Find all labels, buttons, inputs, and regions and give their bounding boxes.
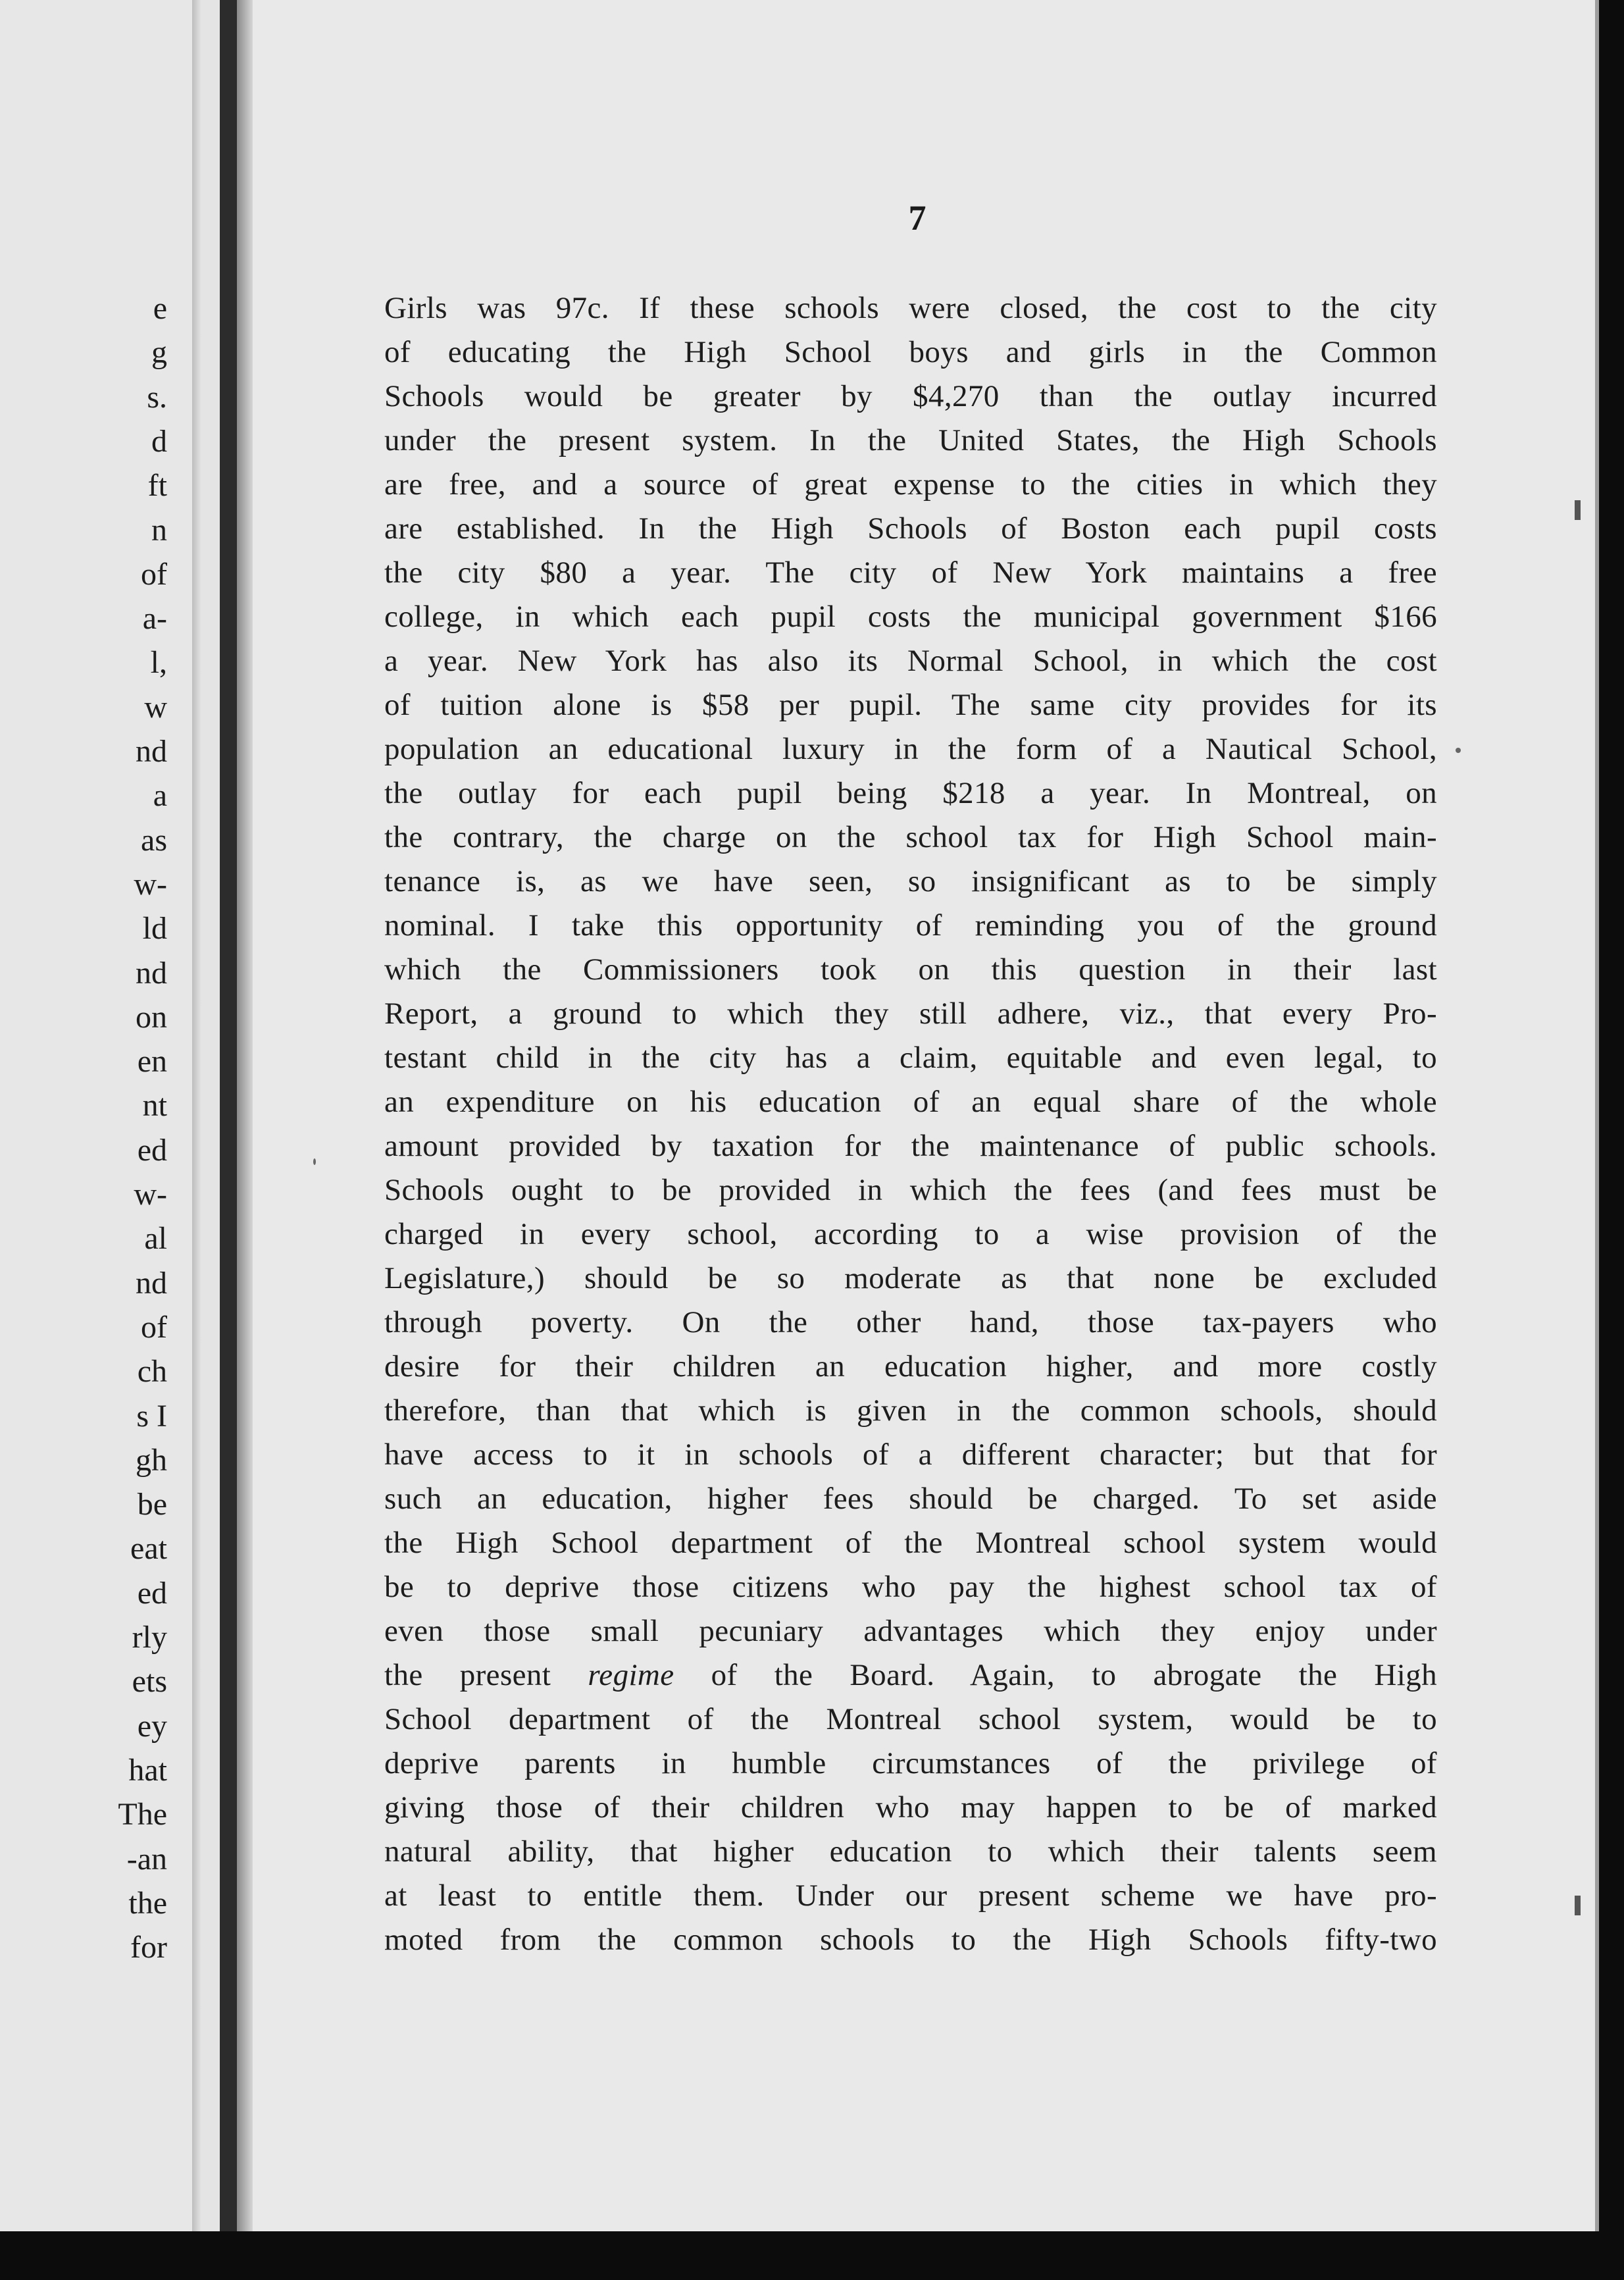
left-page-fragment-text: gh <box>136 1442 167 1478</box>
left-page-fragment-text: on <box>136 999 167 1035</box>
left-page-fragment-text: The <box>118 1797 167 1832</box>
right-page <box>253 0 1599 2231</box>
left-page-fragment-text: nd <box>136 1265 167 1301</box>
text-line: charged in every school, according to a wise provision of the <box>384 1217 1437 1251</box>
text-line: are established. In the High Schools of Boston each pupil costs <box>384 511 1437 546</box>
text-line: of tuition alone is $58 per pupil. The same city provides for its <box>384 688 1437 722</box>
text-line: at least to entitle them. Under our present scheme we have pro- <box>384 1878 1437 1913</box>
text-line: through poverty. On the other hand, those tax-payers who <box>384 1305 1437 1339</box>
text-line: nominal. I take this opportunity of reminding you of the ground <box>384 908 1437 943</box>
text-line: have access to it in schools of a different character; but that for <box>384 1438 1437 1472</box>
text-line: population an educational luxury in the form of a Nautical School, <box>384 732 1437 766</box>
italic-word: regime <box>588 1658 674 1692</box>
text-line: such an education, higher fees should be charged. To set aside <box>384 1482 1437 1516</box>
left-page-fragment-text: w- <box>134 1177 167 1212</box>
book-spine <box>220 0 237 2231</box>
text-line: are free, and a source of great expense to the cities in which they <box>384 467 1437 502</box>
left-page-fragment-text: d <box>151 423 167 459</box>
text-line: therefore, than that which is given in the common schools, should <box>384 1393 1437 1428</box>
scan-speck <box>313 1158 316 1165</box>
edge-mark <box>1575 1896 1581 1915</box>
text-line: testant child in the city has a claim, equitable and even legal, to <box>384 1041 1437 1075</box>
left-page-fragment-text: nt <box>142 1088 167 1124</box>
left-page-fragment-text: en <box>137 1044 167 1079</box>
text-line: giving those of their children who may happen to be of marked <box>384 1790 1437 1825</box>
left-page-fragment-text: l, <box>150 645 167 681</box>
left-page-fragment-text: rly <box>132 1620 167 1655</box>
text-line: Schools ought to be provided in which the fees (and fees must be <box>384 1173 1437 1207</box>
left-page-fragment <box>0 0 192 2231</box>
left-page-fragment-text: hat <box>128 1752 167 1788</box>
spine-edge <box>237 0 253 2231</box>
edge-mark <box>1575 500 1581 520</box>
text-line: the High School department of the Montreal school system would <box>384 1526 1437 1560</box>
left-page-fragment-text: for <box>130 1930 167 1965</box>
text-line: amount provided by taxation for the maintenance of public schools. <box>384 1129 1437 1163</box>
left-page-fragment-text: of <box>141 556 167 592</box>
text-line: the contrary, the charge on the school tax for High School main- <box>384 820 1437 854</box>
left-page-fragment-text: as <box>141 822 167 858</box>
left-page-fragment-text: of <box>141 1309 167 1345</box>
left-page-fragment-text: w <box>144 689 167 725</box>
text-line: School department of the Montreal school system, would be to <box>384 1702 1437 1736</box>
left-page-fragment-text: w- <box>134 866 167 902</box>
text-line: which the Commissioners took on this question in their last <box>384 952 1437 987</box>
left-page-fragment-text: n <box>151 512 167 548</box>
left-page-fragment-text: be <box>137 1487 167 1522</box>
text-segment: of the Board. Again, to abrogate the High <box>674 1658 1437 1692</box>
body-text <box>384 286 1437 1962</box>
text-line: tenance is, as we have seen, so insignificant as to be simply <box>384 864 1437 898</box>
page-gutter <box>192 0 220 2231</box>
text-line: desire for their children an education higher, and more costly <box>384 1349 1437 1384</box>
text-segment: the present <box>384 1658 551 1692</box>
left-page-fragment-text: g <box>151 335 167 371</box>
text-line: an expenditure on his education of an equal share of the whole <box>384 1085 1437 1119</box>
text-line: moted from the common schools to the High Schools fifty-two <box>384 1923 1437 1957</box>
text-line: under the present system. In the United States, the High Schools <box>384 423 1437 457</box>
text-line: Report, a ground to which they still adhere, viz., that every Pro- <box>384 997 1437 1031</box>
left-page-fragment-text: ch <box>137 1354 167 1389</box>
text-line: Girls was 97c. If these schools were closed, the cost to the city <box>384 291 1437 325</box>
left-page-fragment-text: e <box>153 291 167 326</box>
text-line-with-italic <box>384 1653 1437 1697</box>
left-page-fragment-text: ets <box>132 1664 167 1699</box>
left-page-fragment-text: eat <box>130 1531 167 1567</box>
left-page-fragment-text: ft <box>147 468 167 504</box>
left-page-fragment-text: ed <box>137 1575 167 1611</box>
text-line: Legislature,) should be so moderate as that none be excluded <box>384 1261 1437 1295</box>
text-line: college, in which each pupil costs the municipal government $166 <box>384 600 1437 634</box>
left-page-fragment-text: a <box>153 778 167 814</box>
scan-speck <box>1456 748 1461 753</box>
left-page-fragment-text: al <box>144 1221 167 1257</box>
left-page-fragment-text: a- <box>142 601 167 636</box>
left-page-fragment-text: ey <box>137 1708 167 1744</box>
page-number: 7 <box>908 198 926 238</box>
left-page-fragment-text: nd <box>136 955 167 991</box>
left-page-fragment-text: nd <box>136 734 167 769</box>
text-line: Schools would be greater by $4,270 than the outlay incurred <box>384 379 1437 413</box>
text-line: a year. New York has also its Normal School, in which the cost <box>384 644 1437 678</box>
text-line: even those small pecuniary advantages which they enjoy under <box>384 1614 1437 1648</box>
left-page-fragment-text: ld <box>142 911 167 946</box>
text-line: of educating the High School boys and girls in the Common <box>384 335 1437 369</box>
left-page-fragment-text: s I <box>136 1398 167 1434</box>
text-line: the city $80 a year. The city of New York maintains a free <box>384 556 1437 590</box>
text-line: the outlay for each pupil being $218 a year. In Montreal, on <box>384 776 1437 810</box>
left-page-fragment-text: s. <box>147 379 167 415</box>
left-page-fragment-text: -an <box>126 1841 167 1877</box>
text-line: deprive parents in humble circumstances of the privilege of <box>384 1746 1437 1780</box>
text-line: be to deprive those citizens who pay the highest school tax of <box>384 1570 1437 1604</box>
left-page-fragment-text: ed <box>137 1132 167 1168</box>
text-line: natural ability, that higher education to which their talents seem <box>384 1834 1437 1869</box>
left-page-fragment-text: the <box>128 1885 167 1921</box>
